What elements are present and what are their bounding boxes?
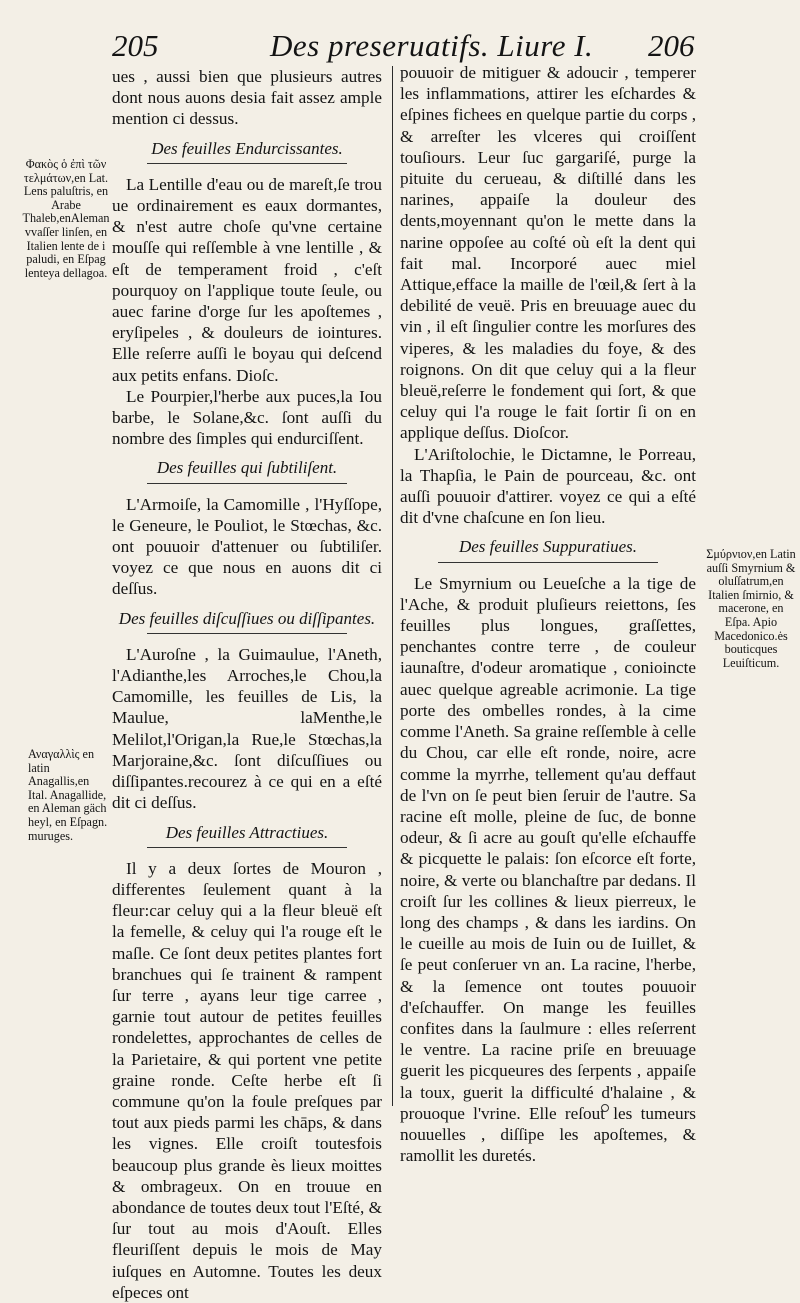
heading-rule [147,483,347,484]
left-column [112,66,382,1303]
paragraph: Le Smyrnium ou Leueſche a la tige de l'Ache, & produit pluſieurs reiettons, ſes feuilles plus longues, graſſettes, penchantes contre terre , de couleur iaunaſtre, d'odeur aromatique , conioincte auec quelque agreable acrimonie. La tige porte des ombelles rondes, à la cime comme l'Aneth. Sa graine reſſemble à celle du Chou, car elle eſt ronde, noire, acre comme la myrrhe, tellement qu'au deffaut de l'vn on ſe peut bien ſeruir de l'autre. Sa racine eſt molle, pleine de ſuc, de bonne odeur, & ſi acre au gouſt qu'elle eſchauffe & picquette le palais: ſon eſcorce eſt forte, noire, & verte ou blanchaſtre par dedans. Il croiſt ſur les collines & lieux pierreux, le long des champs , & dans les iardins. On le cueille au mois de Iuin ou de Iuillet, & ſe peut conſeruer vn an. La racine, l'herbe, & la ſemence ont toutes pouuoir d'eſchauffer. On mange les feuilles confites dans la ſaulmure : elles reſerrent le ventre. La racine priſe en breuuage guerit les picqueures des ſerpents , appaiſe la toux, guerit la difficulté d'halaine , & prouoque l'vrine. Elle reſout les tumeurs nouuelles , diſſipe les apoſtemes, & ramollit les duretés. [400,573,696,1166]
paragraph: Il y a deux ſortes de Mouron , differentes ſeulement quant à la fleur:car celuy qui a la fleur bleuë eſt la femelle, & celuy qui l'a rouge eſt le maſle. Ce ſont deux petites plantes fort branchues qui ſe trainent & rampent ſur terre , ayans leur tige carree , garnie tout autour de petites feuilles rondelettes, approchantes de celles de la Parietaire, & qui portent vne petite graine ronde. Ceſte herbe eſt ſi commune qu'on la foule preſques par tout aux pieds parmi les chāps, & dans les vignes. Elle croiſt toutesfois beaucoup plus grande ès lieux moittes & ombrageux. On en trouue en abondance de toutes deux tout l'Eſté, & ſur tout au mois d'Aouſt. Elles fleuriſſent depuis le mois de May iuſques en Automne. Toutes les deux eſpeces ont [112,858,382,1302]
paragraph: L'Ariſtolochie, le Dictamne, le Porreau, la Thapſia, le Pain de pourceau, &c. ont auſſi pouuoir d'attirer. voyez ce qui a eſté dit d'vne chaſcune en ſon lieu. [400,444,696,528]
section-heading [112,138,382,164]
section-heading-text: Des feuilles Attractiues. [165,822,329,842]
section-heading-text: Des feuilles diſcuſſiues ou diſſipantes. [118,608,376,628]
margin-note-smyrnium: Σμύρνιον,en Latin auſſi Smyrnium & oluſſatrum,en Italien ſmirnio, & macerone, en Eſpa. Apio Macedonico.ės bouticques Leuiſticum. [706,547,796,670]
section-heading [112,822,382,848]
section-heading [112,457,382,483]
paragraph: ues , aussi bien que plusieurs autres dont nous auons desia fait assez ample mention ci dessus. [112,67,382,129]
margin-note-mouron: Αναγαλλὶς en latin Anagallis,en Ital. Anagallide, en Aleman gäch heyl, en Eſpagn. muruges. [28,747,108,843]
paragraph: L'Armoiſe, la Camomille , l'Hyſſope, le Geneure, le Pouliot, le Stœchas, &c. ont pouuoir d'attenuer ou ſubtiliſer. voyez ce que nous en auons dit ci deſſus. [112,494,382,599]
section-heading-text: Des feuilles Suppuratiues. [458,537,637,557]
paragraph: Le Pourpier,l'herbe aux puces,la Iou barbe, le Solane,&c. ſont auſſi du nombre des ſimples qui endurciſſent. [112,386,382,449]
running-title: Des preseruatifs. Liure I. [270,28,594,63]
ornament-dot [601,1104,609,1112]
section-heading-text: Des feuilles Endurcissantes. [151,138,343,158]
section-heading-text: Des feuilles qui ſubtiliſent. [156,458,338,478]
paragraph: L'Auroſne , la Guimaulue, l'Aneth, l'Adianthe,les Arroches,le Chou,la Camomille, les feuilles de Lis, la Maulue, laMenthe,le Melilot,l'Origan,la Rue,le Stœchas,la Marjoraine,&c. ſont diſcuſſiues ou diſſipantes.recourez à ce qui en a eſté dit ci deſſus. [112,644,382,813]
heading-rule [147,163,347,164]
margin-note-lentil: Φακὸς ὁ ἐπὶ τῶν τελμάτων,en Lat. Lens paluſtris, en Arabe Thaleb,enAleman vvaſſer linſen, en Italien lente de i paludi, en Eſpag lenteya dellagoa. [22,157,110,280]
heading-rule [147,633,347,634]
heading-rule [147,847,347,848]
paragraph: La Lentille d'eau ou de mareſt,ſe trou ue ordinairement es eaux dormantes, & n'est autre choſe qu'vne certaine mouſſe qui reſſemble à vne lentille , & eſt de temperament froid , c'eſt pourquoy on l'applique toute ſeule, ou auec farine d'orge ſur les apoſtemes , eryſipeles , & douleurs de iointures. Elle reſerre auſſi le boyau qui deſcend aux petits enfans. Dioſc. [112,174,382,385]
left-page-number: 205 [112,28,159,63]
paragraph: pouuoir de mitiguer & adoucir , temperer les inflammations, attirer les eſchardes & eſpines fichees en quelque partie du corps , & arreſter les vlceres qui croiſſent touſiours. Leur ſuc gargariſé, purge la pituite du cerueau, & diſtillé dans les narines, appaiſe la douleur des dents,moyennant qu'on le mette dans la narine oppoſee au coſté où eſt la dent qui fait mal. Incorporé auec miel Attique,efface la maille de l'œil,& ſert à la debilité de veuë. Pris en breuuage auec du vin , il eſt ſingulier contre les morſures des viperes, & les maladies du foye, & des roignons. On dit que celuy qui a la fleur bleuë,reſerre le fondement qui ſort, & que celuy qui l'a rouge le fait ſortir ſi on en applique deſſus. Dioſcor. [400,63,696,443]
right-page-number: 206 [648,28,695,63]
section-heading [112,608,382,634]
column-divider [392,66,393,1106]
section-heading [400,536,696,562]
right-column [400,62,696,1166]
heading-rule [438,562,657,563]
